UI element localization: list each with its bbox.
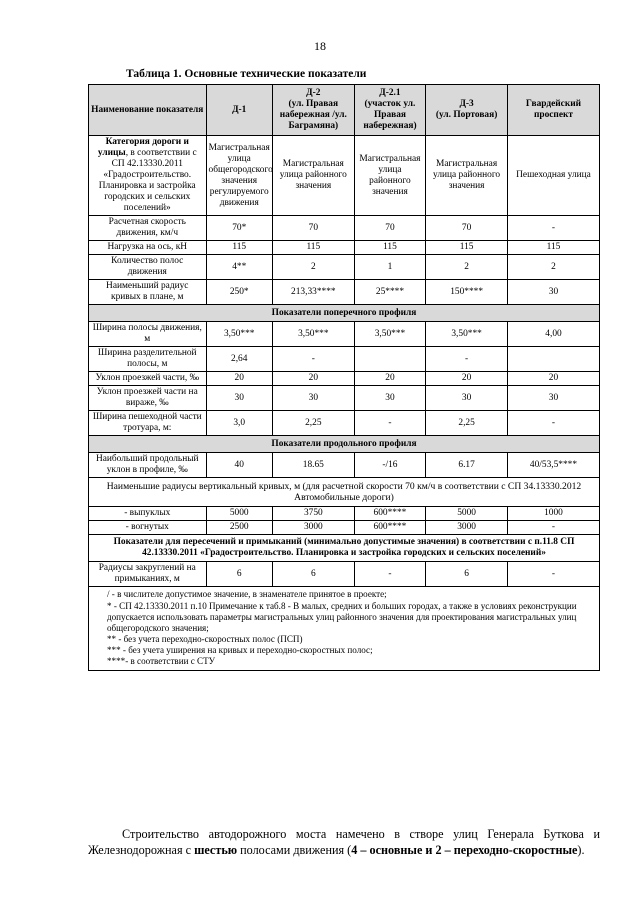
table-cell: Магистральная улица районного значения bbox=[354, 136, 426, 216]
table-cell: 20 bbox=[354, 372, 426, 386]
table-cell: - bbox=[354, 562, 426, 587]
table-cell: 2 bbox=[507, 255, 599, 280]
table-cell: 1000 bbox=[507, 507, 599, 521]
table-cell: 3,50*** bbox=[354, 322, 426, 347]
table-cell: 2,25 bbox=[272, 411, 354, 436]
category-label-rest: , в соответствии с СП 42.13330.2011 «Градостроительство. Планировка и застройка городских и сельских поселений» bbox=[98, 148, 197, 213]
header-cell: Д-3 (ул. Портовая) bbox=[426, 85, 508, 136]
table-row bbox=[89, 216, 600, 241]
table-cell: 6 bbox=[272, 562, 354, 587]
table-cell: 3000 bbox=[426, 521, 508, 535]
technical-indicators-table bbox=[88, 84, 600, 671]
table-cell: 213,33**** bbox=[272, 280, 354, 305]
table-row bbox=[89, 562, 600, 587]
row-label: - выпуклых bbox=[89, 507, 207, 521]
table-cell: 20 bbox=[272, 372, 354, 386]
header-row bbox=[89, 85, 600, 136]
table-cell: 115 bbox=[272, 241, 354, 255]
row-label: Ширина пешеходной части тротуара, м: bbox=[89, 411, 207, 436]
note-line: * - СП 42.13330.2011 п.10 Примечание к таб.8 - В малых, средних и больших городах, а также в условиях реконструкции допускается использовать параметры магистральных улиц районного значения для проектирования магистральных улиц общегородского значения; bbox=[107, 600, 577, 633]
table-header bbox=[89, 85, 600, 136]
table-cell: Магистральная улица общегородского значения регулируемого движения bbox=[206, 136, 272, 216]
table-cell: 30 bbox=[354, 386, 426, 411]
table-cell: 115 bbox=[426, 241, 508, 255]
section-row-vertical-curves bbox=[89, 478, 600, 507]
table-cell: 6 bbox=[206, 562, 272, 587]
section-title: Показатели поперечного профиля bbox=[89, 305, 600, 322]
table-cell: 6 bbox=[426, 562, 508, 587]
table-cell: 4,00 bbox=[507, 322, 599, 347]
header-cell: Наименование показателя bbox=[89, 85, 207, 136]
section-title: Наименьшие радиусы вертикальный кривых, м (для расчетной скорости 70 км/ч в соответствии с СП 34.13330.2012 Автомобильные дороги) bbox=[89, 478, 600, 507]
table-cell: 70 bbox=[426, 216, 508, 241]
table-cell: 2,25 bbox=[426, 411, 508, 436]
table-cell: 115 bbox=[354, 241, 426, 255]
table-cell: - bbox=[272, 347, 354, 372]
table-cell: Магистральная улица районного значения bbox=[272, 136, 354, 216]
body-paragraph: Строительство автодорожного моста намечено в створе улиц Генерала Буткова и Железнодорожная с шестью полосами движения (4 – основные и 2 – переходно-скоростные). bbox=[88, 827, 600, 858]
row-label: Ширина разделительной полосы, м bbox=[89, 347, 207, 372]
table-cell: 5000 bbox=[426, 507, 508, 521]
row-label: Наименьший радиус кривых в плане, м bbox=[89, 280, 207, 305]
table-cell: - bbox=[507, 216, 599, 241]
table-row bbox=[89, 241, 600, 255]
table-cell bbox=[354, 347, 426, 372]
row-label bbox=[89, 136, 207, 216]
table-cell: 3,50*** bbox=[272, 322, 354, 347]
header-cell: Гвардейский проспект bbox=[507, 85, 599, 136]
table-row bbox=[89, 386, 600, 411]
table-cell: 115 bbox=[206, 241, 272, 255]
table-cell: Магистральная улица районного значения bbox=[426, 136, 508, 216]
table-cell: 2 bbox=[272, 255, 354, 280]
header-cell: Д-2 (ул. Правая набережная /ул. Баграмяна) bbox=[272, 85, 354, 136]
table-cell: 3,0 bbox=[206, 411, 272, 436]
table-cell: 30 bbox=[507, 386, 599, 411]
page-number: 18 bbox=[314, 39, 326, 53]
table-row bbox=[89, 372, 600, 386]
table-cell: 70* bbox=[206, 216, 272, 241]
table-row-category bbox=[89, 136, 600, 216]
table-cell: 150**** bbox=[426, 280, 508, 305]
table-cell: 70 bbox=[272, 216, 354, 241]
table-caption: Таблица 1. Основные технические показатели bbox=[126, 68, 367, 80]
table-cell: 3000 bbox=[272, 521, 354, 535]
row-label: Расчетная скорость движения, км/ч bbox=[89, 216, 207, 241]
table-cell: 30 bbox=[507, 280, 599, 305]
section-row-longitudinal-profile bbox=[89, 436, 600, 453]
table-cell: 40 bbox=[206, 453, 272, 478]
header-cell: Д-2.1 (участок ул. Правая набережная) bbox=[354, 85, 426, 136]
section-title: Показатели продольного профиля bbox=[89, 436, 600, 453]
table-cell: 600**** bbox=[354, 521, 426, 535]
table-notes bbox=[89, 587, 600, 671]
table-cell: -/16 bbox=[354, 453, 426, 478]
table-cell: 30 bbox=[272, 386, 354, 411]
row-label: Радиусы закруглений на примыканиях, м bbox=[89, 562, 207, 587]
table-cell: 4** bbox=[206, 255, 272, 280]
table-cell: 115 bbox=[507, 241, 599, 255]
row-label: Ширина полосы движения, м bbox=[89, 322, 207, 347]
table-cell: 40/53,5**** bbox=[507, 453, 599, 478]
table-cell: 600**** bbox=[354, 507, 426, 521]
note-line: *** - без учета уширения на кривых и переходно-скоростных полос; bbox=[107, 644, 373, 655]
table-cell bbox=[507, 347, 599, 372]
notes-row bbox=[89, 587, 600, 671]
section-row-intersections bbox=[89, 535, 600, 562]
table-row bbox=[89, 347, 600, 372]
row-label: - вогнутых bbox=[89, 521, 207, 535]
table-cell: - bbox=[426, 347, 508, 372]
table-cell: 30 bbox=[426, 386, 508, 411]
table-cell: 20 bbox=[206, 372, 272, 386]
table-cell: Пешеходная улица bbox=[507, 136, 599, 216]
table-cell: 2,64 bbox=[206, 347, 272, 372]
table-row bbox=[89, 280, 600, 305]
row-label: Наибольший продольный уклон в профиле, ‰ bbox=[89, 453, 207, 478]
table-cell: - bbox=[354, 411, 426, 436]
table-row bbox=[89, 453, 600, 478]
table-cell: 1 bbox=[354, 255, 426, 280]
table-row bbox=[89, 507, 600, 521]
note-line: / - в числителе допустимое значение, в знаменателе принятое в проекте; bbox=[107, 589, 387, 600]
table-cell: 20 bbox=[426, 372, 508, 386]
table-cell: 2500 bbox=[206, 521, 272, 535]
row-label: Количество полос движения bbox=[89, 255, 207, 280]
note-line: ****- в соответствии с СТУ bbox=[107, 656, 216, 666]
header-cell: Д-1 bbox=[206, 85, 272, 136]
row-label: Нагрузка на ось, кН bbox=[89, 241, 207, 255]
table-row bbox=[89, 322, 600, 347]
table-cell: 2 bbox=[426, 255, 508, 280]
table-cell: 3,50*** bbox=[206, 322, 272, 347]
table-cell: - bbox=[507, 562, 599, 587]
row-label: Уклон проезжей части на вираже, ‰ bbox=[89, 386, 207, 411]
table-cell: - bbox=[507, 521, 599, 535]
note-line: ** - без учета переходно-скоростных полос (ПСП) bbox=[107, 633, 303, 644]
table-cell: 30 bbox=[206, 386, 272, 411]
table-cell: 3,50*** bbox=[426, 322, 508, 347]
category-label-bold: Категория дороги и улицы bbox=[97, 137, 189, 158]
table-cell: 18.65 bbox=[272, 453, 354, 478]
table-row bbox=[89, 411, 600, 436]
table-cell: 20 bbox=[507, 372, 599, 386]
section-title: Показатели для пересечений и примыканий (минимально допустимые значения) в соответствии с п.11.8 СП 42.13330.2011 «Градостроительство. Планировка и застройка городских и сельских поселений» bbox=[89, 535, 600, 562]
table-row bbox=[89, 521, 600, 535]
table-cell: 250* bbox=[206, 280, 272, 305]
row-label: Уклон проезжей части, ‰ bbox=[89, 372, 207, 386]
table-cell: 3750 bbox=[272, 507, 354, 521]
table-cell: 6.17 bbox=[426, 453, 508, 478]
table-cell: 5000 bbox=[206, 507, 272, 521]
table-cell: 70 bbox=[354, 216, 426, 241]
table-cell: - bbox=[507, 411, 599, 436]
section-row-cross-profile bbox=[89, 305, 600, 322]
table-row bbox=[89, 255, 600, 280]
table-body bbox=[89, 136, 600, 671]
table-cell: 25**** bbox=[354, 280, 426, 305]
